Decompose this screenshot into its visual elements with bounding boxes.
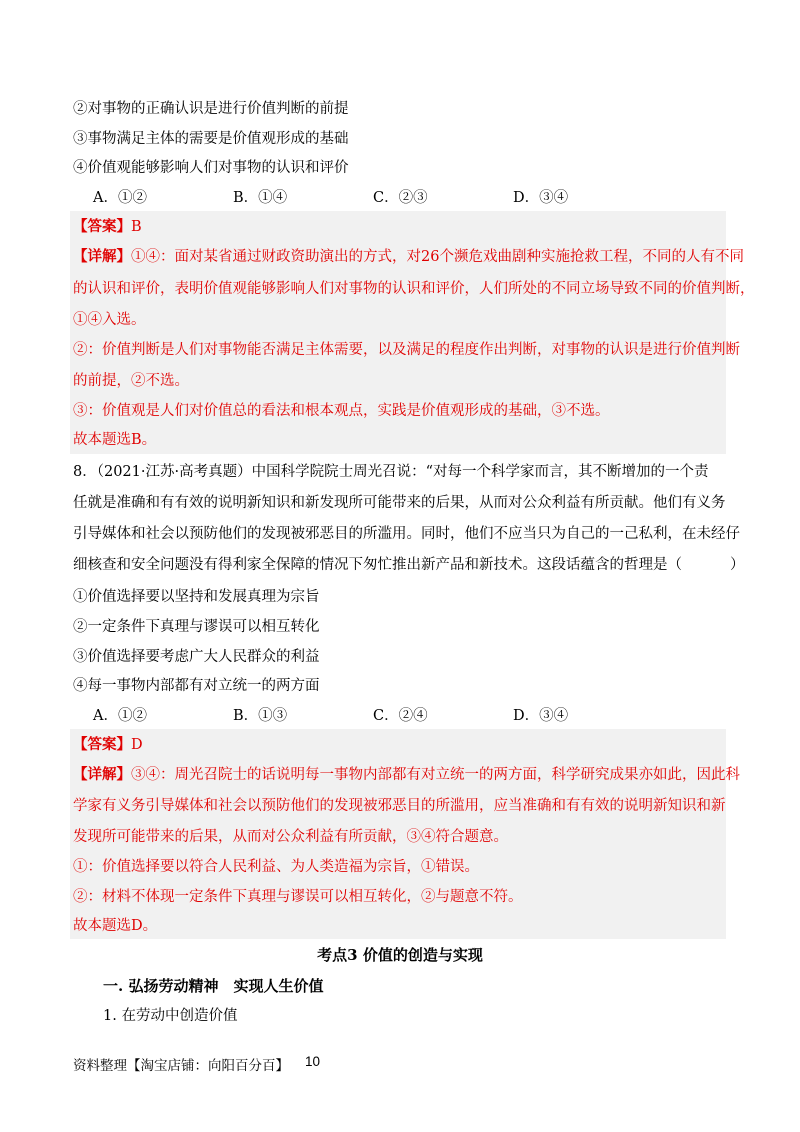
answer-tag: 【答案】 — [73, 218, 131, 235]
q8-detail-line-1: 【详解】③④：周光召院士的话说明每一事物内部都有对立统一的两方面，科学研究成果亦如此，因此科 — [73, 766, 740, 783]
detail-tag: 【详解】 — [73, 248, 131, 265]
q7-conclusion: 故本题选B。 — [73, 432, 157, 448]
q7-detail-line-2: 的认识和评价，表明价值观能够影响人们对事物的认识和评价，人们所处的不同立场导致不同的价值判断， — [73, 281, 755, 297]
q8-option-d: D．③④ — [513, 708, 569, 724]
q7-statement-3: ③事物满足主体的需要是价值观形成的基础 — [73, 131, 349, 147]
answer-value: D — [131, 737, 143, 753]
q8-statement-4: ④每一事物内部都有对立统一的两方面 — [73, 678, 320, 694]
q8-statement-3: ③价值选择要考虑广大人民群众的利益 — [73, 649, 320, 665]
detail-tag: 【详解】 — [73, 766, 131, 783]
q7-detail-line-3: ①④入选。 — [73, 312, 146, 328]
q8-detail-line-4: ①：价值选择要以符合人民利益、为人类造福为宗旨，①错误。 — [73, 859, 479, 875]
q7-detail-line-4: ②：价值判断是人们对事物能否满足主体需要，以及满足的程度作出判断，对事物的认识是进行价值判断 — [73, 342, 740, 358]
q8-detail-line-3: 发现所可能带来的后果，从而对公众利益有所贡献，③④符合题意。 — [73, 829, 508, 845]
q8-option-a: A．①② — [93, 708, 147, 724]
q7-detail-line-1: 【详解】①④：面对某省通过财政资助演出的方式，对26个濒危戏曲剧种实施抢救工程，不同的人有不同 — [73, 248, 744, 265]
section-subheading: 一. 弘扬劳动精神 实现人生价值 — [103, 977, 324, 995]
q8-option-b: B．①③ — [233, 708, 288, 724]
q8-stem-line-4: 细核查和安全问题没有得利家全保障的情况下匆忙推出新产品和新技术。这段话蕴含的哲理是（ ） — [73, 557, 745, 573]
q7-statement-2: ②对事物的正确认识是进行价值判断的前提 — [73, 101, 349, 117]
q7-answer — [73, 217, 142, 237]
q8-answer — [73, 735, 143, 755]
q7-option-c: C．②③ — [373, 190, 428, 206]
q7-option-b: B．①④ — [233, 190, 288, 206]
answer-value: B — [131, 219, 142, 235]
answer-paren-close: ） — [730, 557, 745, 573]
q8-detail-line-5: ②：材料不体现一定条件下真理与谬误可以相互转化，②与题意不符。 — [73, 889, 523, 905]
q7-statement-4: ④价值观能够影响人们对事物的认识和评价 — [73, 160, 349, 176]
q8-options — [93, 706, 653, 726]
q8-conclusion: 故本题选D。 — [73, 918, 158, 934]
q8-option-c: C．②④ — [373, 708, 428, 724]
answer-tag: 【答案】 — [73, 736, 131, 753]
q8-statement-1: ①价值选择要以坚持和发展真理为宗旨 — [73, 589, 320, 605]
page-footer — [73, 1054, 321, 1074]
section-item: 1. 在劳动中创造价值 — [103, 1008, 238, 1024]
q7-detail-line-6: ③：价值观是人们对价值总的看法和根本观点，实践是价值观形成的基础，③不选。 — [73, 403, 610, 419]
q7-options — [93, 188, 653, 208]
q8-stem-line-1: 8．（2021·江苏·高考真题）中国科学院院士周光召说：“对每一个科学家而言，其不断增加的一个责 — [73, 464, 709, 480]
section-heading: 考点3 价值的创造与实现 — [317, 946, 483, 964]
footer-text: 资料整理【淘宝店铺：向阳百分百】 — [73, 1058, 289, 1074]
q8-stem-line-2: 任就是准确和有有效的说明新知识和新发现所可能带来的后果，从而对公众利益有所贡献。他们有义务 — [73, 495, 726, 511]
q7-option-a: A．①② — [93, 190, 147, 206]
q7-option-d: D．③④ — [513, 190, 569, 206]
q8-statement-2: ②一定条件下真理与谬误可以相互转化 — [73, 619, 320, 635]
q8-stem-line-3: 引导媒体和社会以预防他们的发现被邪恶目的所滥用。同时，他们不应当只为自己的一己私利，在未经仔 — [73, 526, 740, 542]
q7-detail-line-5: 的前提，②不选。 — [73, 373, 189, 389]
page-number: 10 — [305, 1054, 321, 1069]
q8-detail-line-2: 学家有义务引导媒体和社会以预防他们的发现被邪恶目的所滥用，应当准确和有有效的说明新知识和新 — [73, 798, 726, 814]
